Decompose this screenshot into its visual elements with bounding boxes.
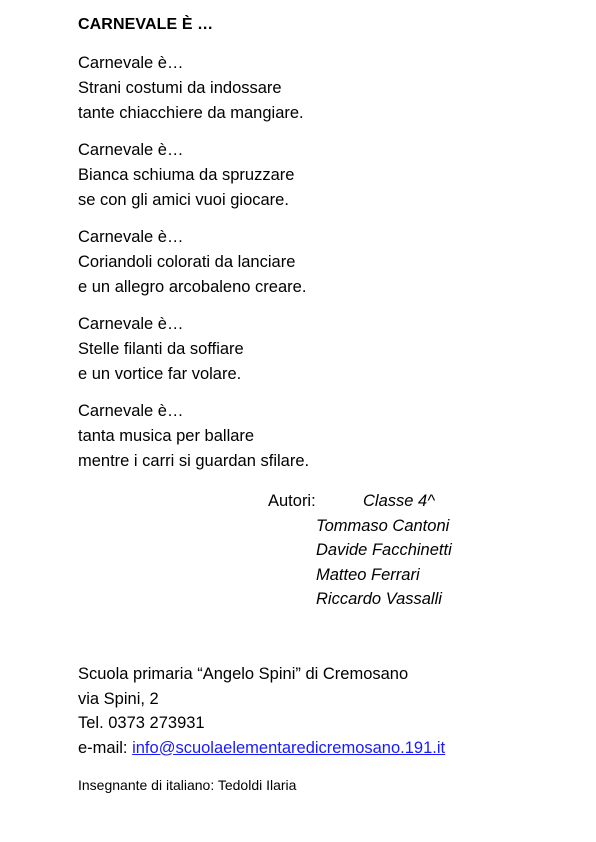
stanza-line: tante chiacchiere da mangiare.	[78, 104, 304, 122]
authors-label: Autori:	[268, 492, 316, 510]
contact-block	[78, 662, 558, 760]
stanza-line: se con gli amici vuoi giocare.	[78, 191, 289, 209]
stanza-line: mentre i carri si guardan sfilare.	[78, 452, 310, 470]
stanza-line: tanta musica per ballare	[78, 427, 255, 445]
stanza-5	[78, 399, 498, 474]
author-name: Davide Facchinetti	[316, 541, 452, 559]
school-address: via Spini, 2	[78, 689, 159, 708]
stanza-line: Coriandoli colorati da lanciare	[78, 253, 296, 271]
email-row	[78, 736, 558, 761]
stanza-line: Bianca schiuma da spruzzare	[78, 166, 295, 184]
stanza-line: Carnevale è…	[78, 141, 184, 159]
email-label: e-mail:	[78, 738, 133, 757]
stanza-4	[78, 312, 498, 387]
authors-header	[268, 489, 568, 514]
school-name: Scuola primaria “Angelo Spini” di Cremosano	[78, 665, 409, 683]
author-name: Riccardo Vassalli	[316, 590, 442, 608]
stanza-line: e un vortice far volare.	[78, 365, 242, 383]
stanza-line: Carnevale è…	[78, 54, 184, 72]
author-name: Matteo Ferrari	[316, 565, 420, 584]
stanza-line: Carnevale è…	[78, 402, 184, 420]
author-name: Tommaso Cantoni	[316, 516, 450, 535]
stanza-3	[78, 225, 498, 300]
stanza-line: Carnevale è…	[78, 315, 184, 333]
class-name: Classe 4^	[363, 492, 435, 510]
stanza-line: Strani costumi da indossare	[78, 79, 282, 97]
teacher-credit: Insegnante di italiano: Tedoldi Ilaria	[78, 777, 297, 793]
stanza-line: e un allegro arcobaleno creare.	[78, 278, 307, 296]
stanza-1	[78, 51, 498, 126]
stanza-2	[78, 138, 498, 213]
email-link[interactable]: info@scuolaelementaredicremosano.191.it	[132, 738, 446, 757]
stanza-line: Stelle filanti da soffiare	[78, 340, 244, 358]
stanza-line: Carnevale è…	[78, 228, 184, 246]
school-phone: Tel. 0373 273931	[78, 714, 205, 732]
poem-title: CARNEVALE È …	[78, 16, 214, 33]
authors-block	[268, 489, 568, 612]
